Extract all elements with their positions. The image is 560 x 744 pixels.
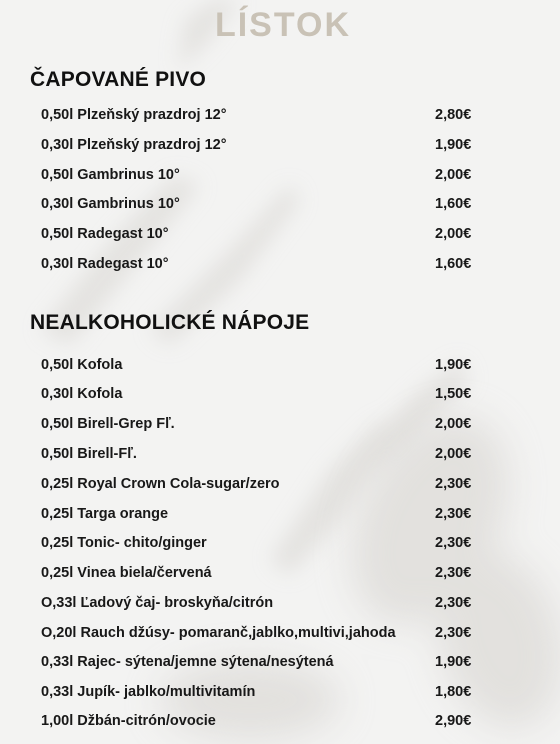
list-item (41, 535, 521, 557)
item-price: 2,00€ (435, 416, 472, 432)
list-item (41, 506, 521, 528)
item-name: 0,50l Birell-Fľ. (41, 446, 137, 462)
list-item (41, 713, 521, 735)
item-price: 1,80€ (435, 684, 472, 700)
item-name: 0,30l Kofola (41, 386, 123, 402)
item-price: 1,90€ (435, 137, 472, 153)
item-price: 2,90€ (435, 713, 472, 729)
list-item (41, 625, 521, 647)
list-item (41, 167, 521, 189)
list-item (41, 565, 521, 587)
item-name: O,20l Rauch džúsy- pomaranč,jablko,multivi,jahoda (41, 625, 396, 641)
list-item (41, 416, 521, 438)
item-name: 0,50l Radegast 10° (41, 226, 169, 242)
item-price: 1,90€ (435, 654, 472, 670)
item-price: 2,00€ (435, 167, 472, 183)
item-price: 2,30€ (435, 506, 472, 522)
item-name: O,33l Ľadový čaj- broskyňa/citrón (41, 595, 274, 611)
item-name: 0,50l Kofola (41, 357, 123, 373)
item-name: 0,25l Vinea biela/červená (41, 565, 212, 581)
list-item (41, 595, 521, 617)
item-name: 0,50l Plzeňský prazdroj 12° (41, 107, 227, 123)
list-item (41, 476, 521, 498)
item-price: 2,00€ (435, 226, 472, 242)
item-price: 2,30€ (435, 565, 472, 581)
item-name: 0,25l Royal Crown Cola-sugar/zero (41, 476, 280, 492)
item-price: 2,00€ (435, 446, 472, 462)
item-name: 0,25l Targa orange (41, 506, 169, 522)
item-price: 1,50€ (435, 386, 472, 402)
list-item (41, 386, 521, 408)
list-item (41, 654, 521, 676)
list-item (41, 357, 521, 379)
item-price: 2,30€ (435, 625, 472, 641)
item-price: 2,30€ (435, 535, 472, 551)
item-name: 0,33l Rajec- sýtena/jemne sýtena/nesýtená (41, 654, 334, 670)
item-name: 0,50l Gambrinus 10° (41, 167, 180, 183)
list-item (41, 256, 521, 278)
item-price: 1,60€ (435, 196, 472, 212)
section-title-draft-beer: ČAPOVANÉ PIVO (30, 68, 207, 91)
item-name: 0,30l Plzeňský prazdroj 12° (41, 137, 227, 153)
item-name: 0,50l Birell-Grep Fľ. (41, 416, 175, 432)
item-price: 2,80€ (435, 107, 472, 123)
item-name: 1,00l Džbán-citrón/ovocie (41, 713, 216, 729)
item-name: 0,30l Gambrinus 10° (41, 196, 180, 212)
list-item (41, 137, 521, 159)
list-item (41, 107, 521, 129)
list-item (41, 446, 521, 468)
item-price: 1,90€ (435, 357, 472, 373)
list-item (41, 226, 521, 248)
list-item (41, 196, 521, 218)
item-price: 2,30€ (435, 476, 472, 492)
list-item (41, 684, 521, 706)
menu-title: LÍSTOK (214, 6, 352, 44)
item-price: 2,30€ (435, 595, 472, 611)
item-name: 0,25l Tonic- chito/ginger (41, 535, 207, 551)
item-price: 1,60€ (435, 256, 472, 272)
item-name: 0,33l Jupík- jablko/multivitamín (41, 684, 256, 700)
item-name: 0,30l Radegast 10° (41, 256, 169, 272)
section-title-soft-drinks: NEALKOHOLICKÉ NÁPOJE (30, 311, 310, 334)
